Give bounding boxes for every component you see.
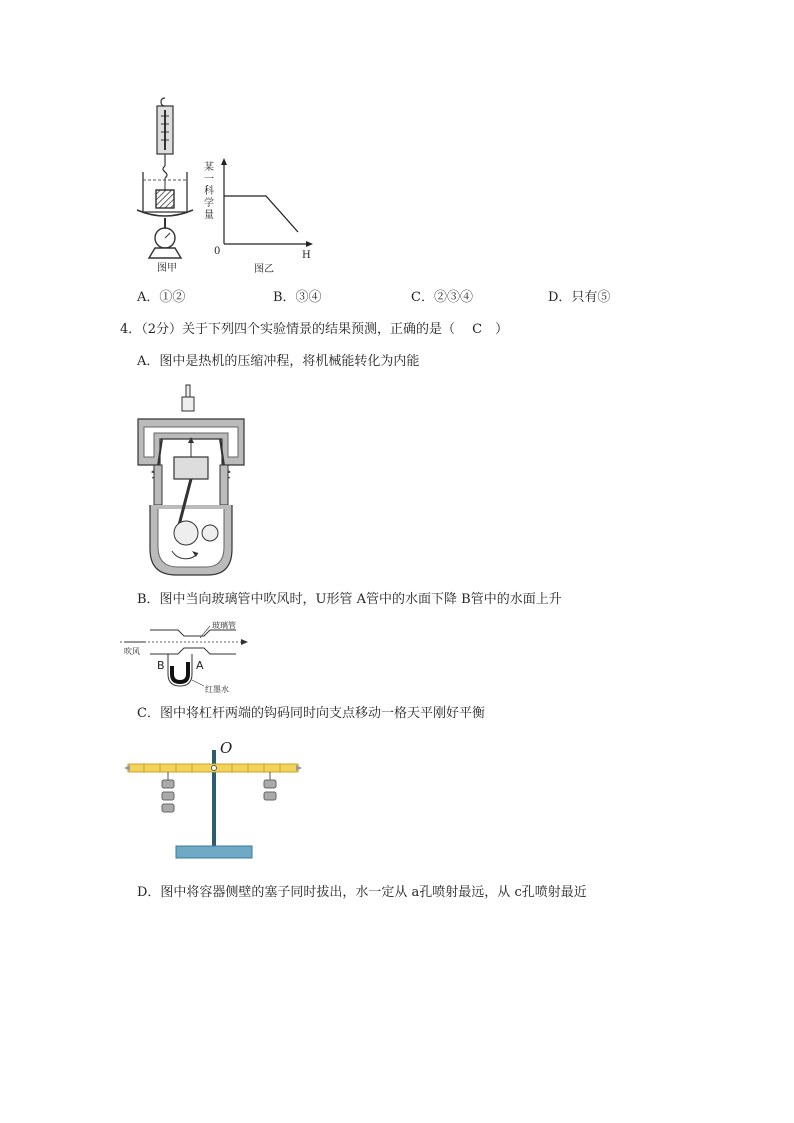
label-glass-tube: 玻璃管 <box>212 621 236 630</box>
lever-illustration <box>124 740 304 864</box>
q4-option-c: C．图中将杠杆两端的钩码同时向支点移动一格天平刚好平衡 <box>137 706 485 721</box>
y-axis-label-char: 量 <box>204 210 214 221</box>
spring-scale-setup-illustration <box>135 96 210 278</box>
label-red-ink: 红墨水 <box>205 685 229 694</box>
y-axis-label-char: 一 <box>204 174 214 185</box>
graph-x-label: H <box>302 250 311 261</box>
q3-option-a: A．①② <box>137 290 186 305</box>
label-blow: 吹风 <box>124 647 140 656</box>
graph-origin: 0 <box>214 246 221 257</box>
figure-jia-caption: 图甲 <box>157 263 177 274</box>
y-axis-label-char: 学 <box>204 198 214 209</box>
label-b: B <box>157 659 165 672</box>
q4-stem: 4．（2分）关于下列四个实验情景的结果预测，正确的是（ C ） <box>120 322 509 337</box>
q3-option-d: D．只有⑤ <box>548 290 611 305</box>
figure-jia <box>135 96 210 278</box>
q4-option-b: B．图中当向玻璃管中吹风时，U形管 A管中的水面下降 B管中的水面上升 <box>137 592 562 607</box>
y-axis-label-char: 某 <box>204 162 214 173</box>
figure-yi <box>202 158 314 278</box>
u-tube-figure <box>120 618 250 694</box>
q4-option-d: D．图中将容器侧壁的塞子同时拔出，水一定从 a孔喷射最远，从 c孔喷射最近 <box>137 885 587 900</box>
figure-yi-caption: 图乙 <box>254 264 274 275</box>
q4-option-a: A．图中是热机的压缩冲程，将机械能转化为内能 <box>137 354 420 369</box>
q3-option-c: C．②③④ <box>411 290 473 305</box>
label-a: A <box>196 659 204 672</box>
y-axis-label-char: 科 <box>204 186 214 197</box>
graph-plot <box>216 158 314 250</box>
heat-engine-illustration <box>136 383 246 583</box>
lever-pivot-label: O <box>220 739 233 757</box>
lever-figure <box>124 740 304 864</box>
engine-figure <box>136 383 246 583</box>
y-axis-label <box>204 162 216 222</box>
q3-option-b: B．③④ <box>273 290 322 305</box>
